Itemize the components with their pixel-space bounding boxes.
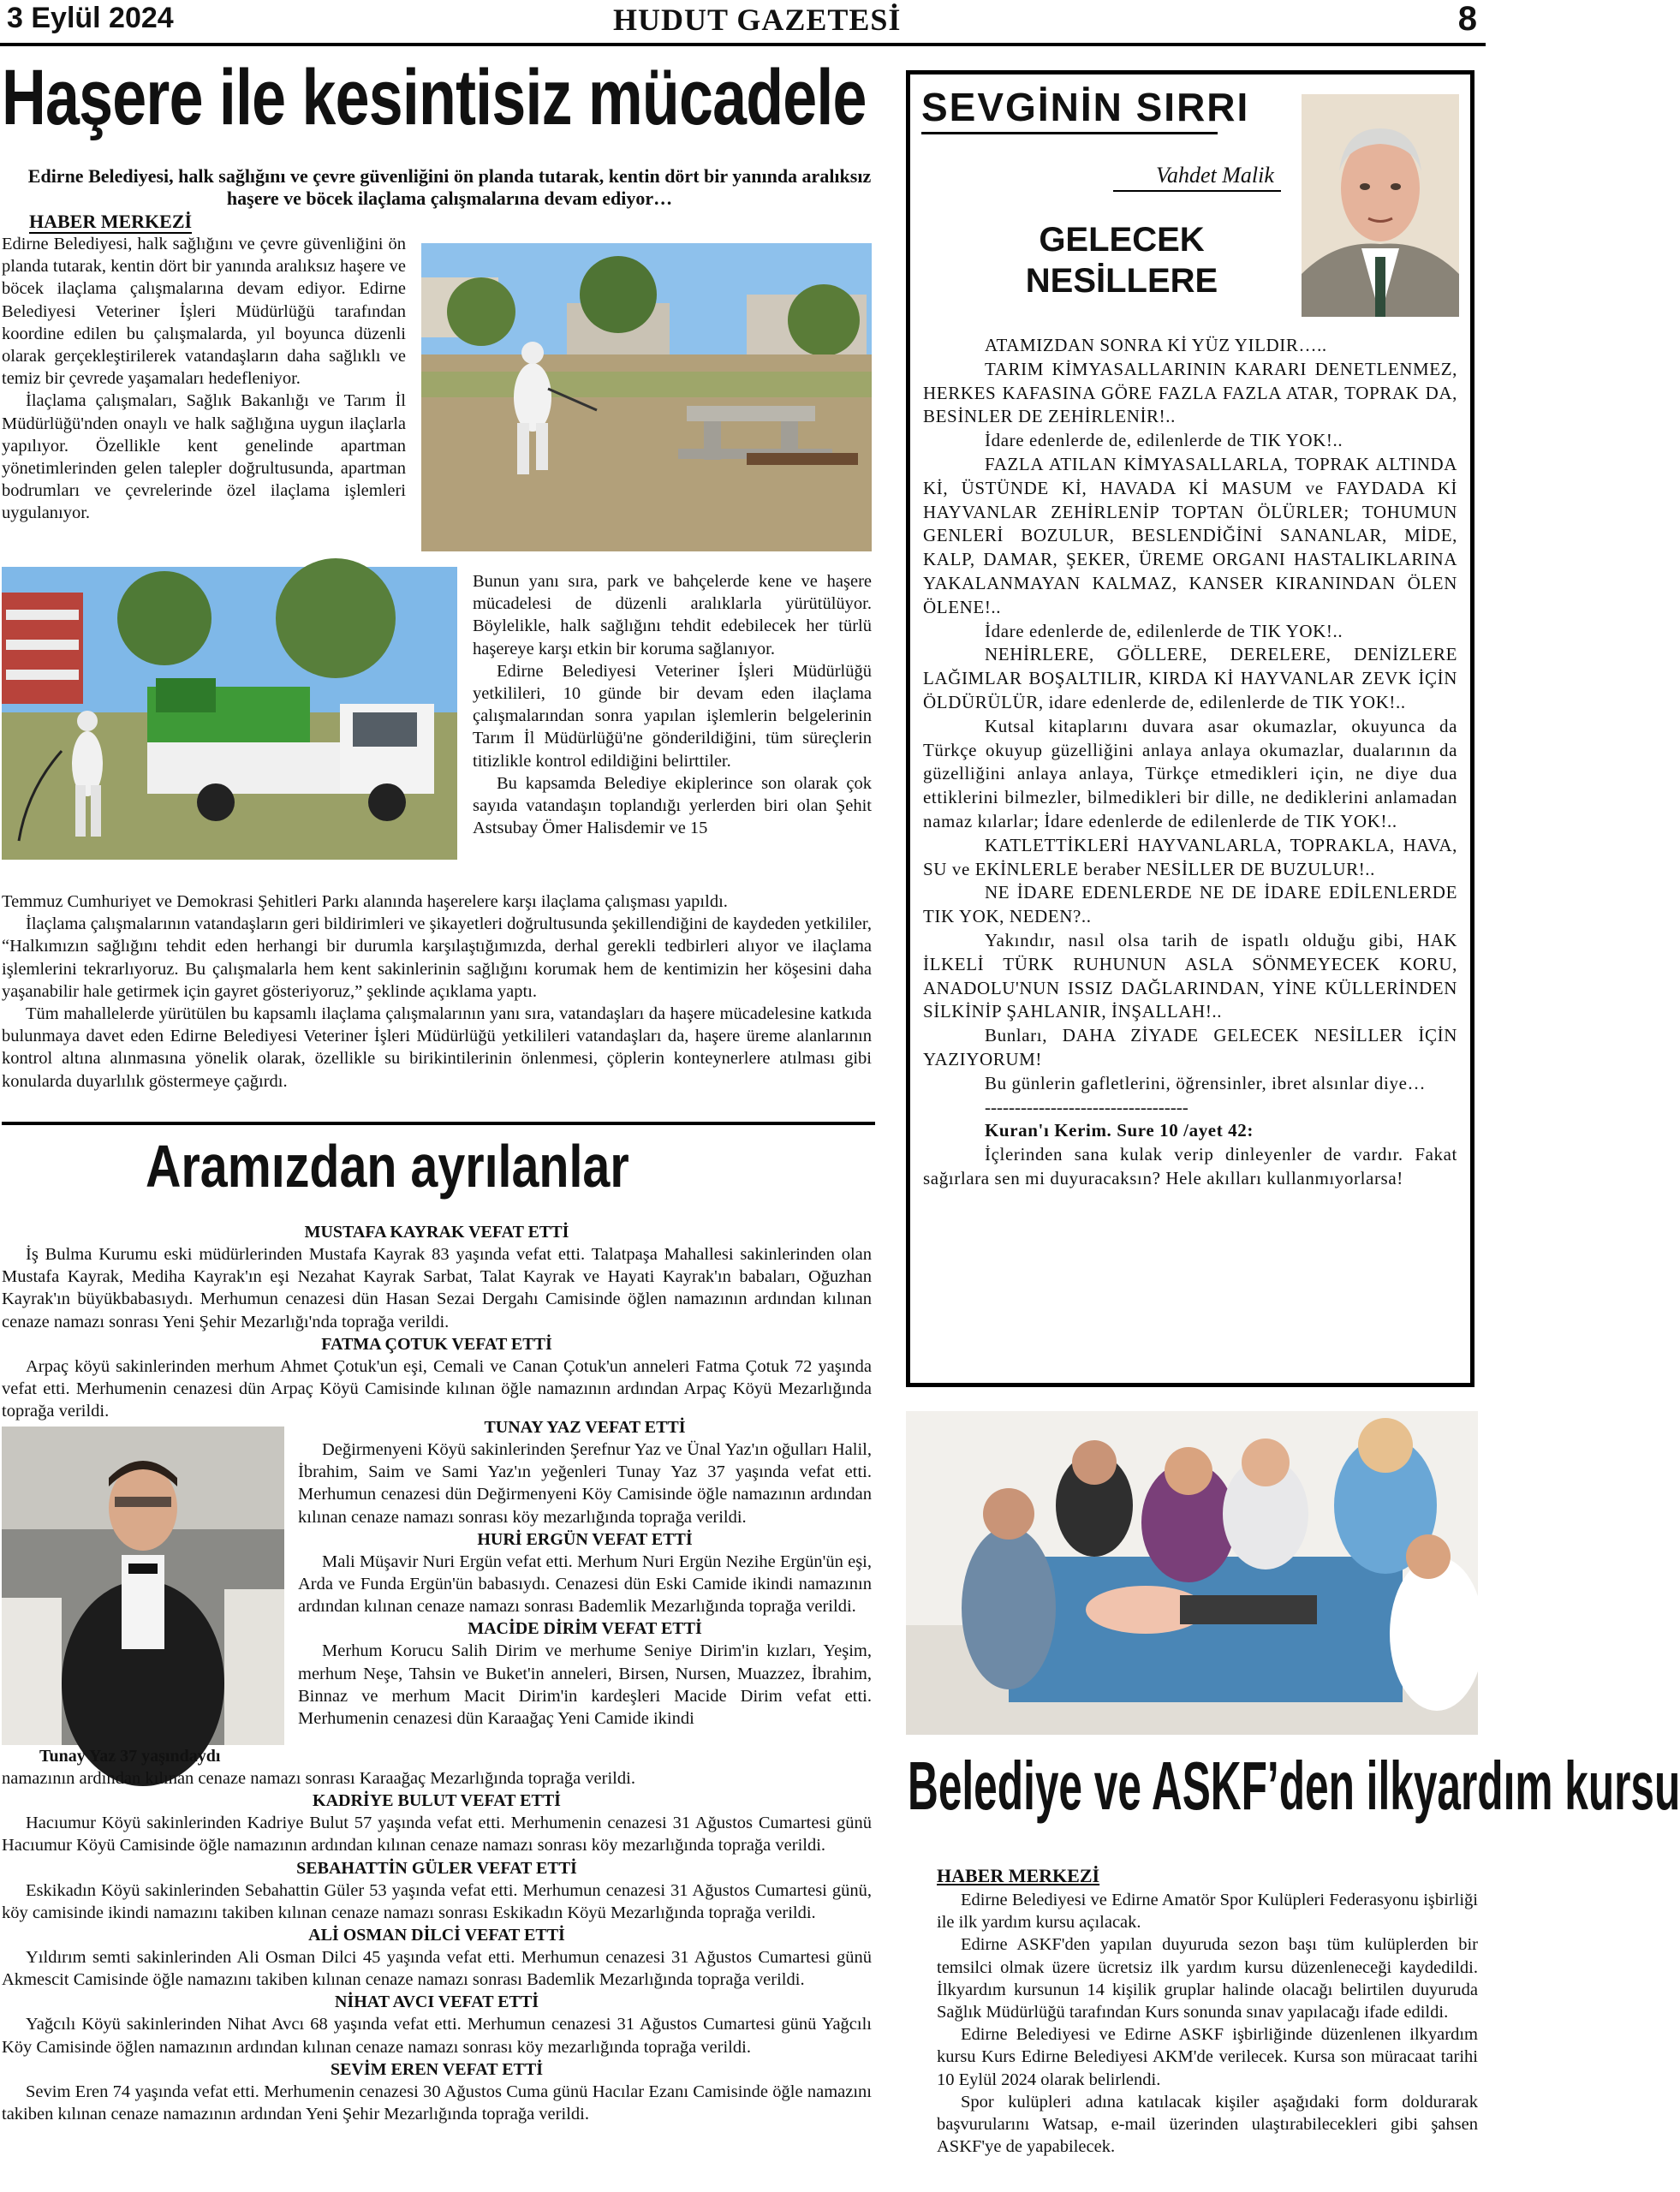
photo-caption: Tunay Yaz 37 yaşındaydı bbox=[39, 1747, 221, 1766]
obituary-title: HURİ ERGÜN VEFAT ETTİ bbox=[477, 1529, 693, 1549]
obituary-text: Arpaç köyü sakinlerinden merhum Ahmet Çotuk'un eşi, Cemali ve Canan Çotuk'un anneleri Fatma Çotuk 72 yaşında vefat etti. Merhumenin cenazesi dün Arpaç Köyü Camisinde kılınan öğle namazının ardından Arpaç Köyü Mezarlığında toprağa verildi. bbox=[2, 1356, 872, 1421]
column-paragraph: İdare edenlerde de, edilenlerde de TIK YOK!.. bbox=[985, 620, 1343, 641]
obituary-title: TUNAY YAZ VEFAT ETTİ bbox=[484, 1418, 686, 1437]
column-paragraph: Bu günlerin gafletlerini, öğrensinler, ibret alsınlar diye… bbox=[985, 1072, 1427, 1093]
main-paragraph-7: Tüm mahallelerde yürütülen bu kapsamlı ilaçlama çalışmalarının yanı sıra, vatandaşları da haşere mücadelesine katkıda bulunmaya davet eden Edirne Belediyesi Veteriner İşleri Müdürlüğü yetkilileri vatandaşları da, haşere üreme alanlarının kontrol altına alınmasına yönelik olarak, özellikle su birikintilerinin önlenmesi, çöplerin konteynerlere atılması gibi konularda duyarlılık göstermeye çağırdı. bbox=[2, 1004, 872, 1091]
column-subtitle-line-1: GELECEK bbox=[1039, 221, 1205, 259]
obituary-title: MUSTAFA KAYRAK VEFAT ETTİ bbox=[304, 1223, 569, 1242]
obituary-text: Merhum Korucu Salih Dirim ve merhume Seniye Dirim'in kızları, Yeşim, merhum Neşe, Tahsin ve Buket'in anneleri, Birsen, Nursen, Muazzez, İbrahim, Binnaz ve merhum Macit Dirim'in kardeşleri Macide Dirim vefat etti. Merhumenin cenazesi dün Karaağaç Yeni Camide ikindi bbox=[298, 1641, 872, 1729]
obituary-text: Eskikadın Köyü sakinlerinden Sebahattin Güler 53 yaşında vefat etti. Merhumun cenazesi 31 Ağustos Cumartesi günü, köy camisinde ikindi namazını takiben kılınan cenaze namazı sonrası Eskikadın Köyü Mezarlığında toprağa verildi. bbox=[2, 1880, 872, 1922]
column-subtitle-line-2: NESİLLERE bbox=[1025, 262, 1218, 300]
main-headline: Haşere ile kesintisiz mücadele bbox=[2, 54, 867, 141]
issue-date: 3 Eylül 2024 bbox=[7, 2, 174, 34]
obituary-text: Sevim Eren 74 yaşında vefat etti. Merhumenin cenazesi 30 Ağustos Cuma günü Hacılar Ezanı Camisinde öğle namazını takiben kılınan cenaze namazının ardından Yeni Şehir Mezarlığında toprağa verildi. bbox=[2, 2082, 872, 2124]
first-aid-byline: HABER MERKEZİ bbox=[937, 1865, 1100, 1886]
obituary-text: namazının ardından kılınan cenaze namazı sonrası Karaağaç Mezarlığında toprağa verildi. bbox=[2, 1769, 635, 1788]
obituary-text: Yıldırım semti sakinlerinden Ali Osman Dilci 45 yaşında vefat etti. Merhumun cenazesi 31 Ağustos Cumartesi günü Akmescit Camisinde öğle namazını takiben kılınan cenaze namazı sonrası Bademlik Mezarlığında toprağa verildi. bbox=[2, 1948, 872, 1990]
first-aid-paragraph-4: Spor kulüpleri adına katılacak kişiler aşağıdaki form doldurarak başvurularını Watsap, e-mail üzerinden ulaştırabilecekleri gibi şahsen ASKF'ye de yapabilecek. bbox=[937, 2092, 1478, 2157]
obituary-title: ALİ OSMAN DİLCİ VEFAT ETTİ bbox=[308, 1926, 565, 1945]
spraying-park-photo bbox=[421, 243, 872, 551]
main-paragraph-6: İlaçlama çalışmalarının vatandaşların geri bildirimleri ve şikayetleri doğrultusunda şekillendiğini de kaydeden yetkililer, “Halkımızın sağlığını tehdit eden herhangi bir durumla karşılaştığımızda, derhal gerekli tedbirleri alıyor ve ilaçlama işlemlerini tekrarlıyoruz. Bu çalışmalarla hem kent sakinlerinin sağlığını korumak hem de kentimizin her köşesini daha yaşanabilir hale getirmek için gayret gösteriyoruz,” şeklinde açıklama yaptı. bbox=[2, 914, 872, 1001]
obituary-text: İş Bulma Kurumu eski müdürlerinden Mustafa Kayrak 83 yaşında vefat etti. Talatpaşa Mahallesi sakinlerinden olan Mustafa Kayrak, Mediha Kayrak'ın eşi Nezahat Kayrak Sarbat, Talat Kayrak ve Hayati Kayrak'ın babaları, Oğuzhan Kayrak'ın büyükbabasıydı. Merhumun cenazesi dün Hasan Sezai Dergahı Camisinde öğlen namazının ardından kılınan cenaze namazı sonrası Yeni Şehir Mezarlığı'nda toprağa verildi. bbox=[2, 1245, 872, 1331]
obituaries-right bbox=[298, 1416, 872, 1730]
main-col-1 bbox=[2, 233, 406, 525]
first-aid-headline: Belediye ve ASKF’den ilkyardım kursu bbox=[908, 1748, 1680, 1824]
masthead-rule bbox=[0, 43, 1486, 46]
obituary-title: FATMA ÇOTUK VEFAT ETTİ bbox=[321, 1334, 552, 1354]
column-paragraph: NE İDARE EDENLERDE NE DE İDARE EDİLENLERDE TIK YOK, NEDEN?.. bbox=[923, 882, 1457, 927]
main-paragraph-4: Edirne Belediyesi Veteriner İşleri Müdürlüğü yetkilileri, 10 günde bir devam eden ilaçlama çalışmalarından sonra yapılan işlemlerin belgelerinin Tarım İl Müdürlüğü'ne gönderildiğini, tüm süreçlerin titizlikle kontrol edildiğini belirttiler. bbox=[473, 661, 872, 771]
tunay-yaz-photo bbox=[2, 1427, 284, 1745]
obituary-title: SEVİM EREN VEFAT ETTİ bbox=[330, 2059, 544, 2079]
verse-title: Kuran'ı Kerim. Sure 10 /ayet 42: bbox=[985, 1120, 1254, 1141]
column-separator: ---------------------------------- bbox=[985, 1096, 1189, 1117]
column-author: Vahdet Malik bbox=[1156, 163, 1274, 188]
main-full-width bbox=[2, 890, 872, 1093]
main-paragraph-5b: Temmuz Cumhuriyet ve Demokrasi Şehitleri Parkı alanında haşerelere karşı ilaçlama çalışması yapıldı. bbox=[2, 892, 728, 911]
main-byline: HABER MERKEZİ bbox=[29, 211, 193, 232]
author-portrait bbox=[1302, 94, 1459, 317]
obituary-text: Yağcılı Köyü sakinlerinden Nihat Avcı 68 yaşında vefat etti. Merhumun cenazesi 31 Ağustos Cumartesi günü Yağcılı Köy Camisinde öğlen namazının ardından kılınan cenaze namazı sonrası köy mezarlığında toprağa verildi. bbox=[2, 2015, 872, 2057]
column-paragraph: ATAMIZDAN SONRA Kİ YÜZ YILDIR….. bbox=[985, 335, 1327, 355]
main-paragraph-5a: Bu kapsamda Belediye ekiplerince son olarak çok sayıda vatandaşın toplandığı yerlerden biri olan Şehit Astsubay Ömer Halisdemir ve 15 bbox=[473, 773, 872, 838]
first-aid-body bbox=[937, 1889, 1478, 2158]
main-paragraph-3: Bunun yanı sıra, park ve bahçelerde kene ve haşere mücadelesi de düzenli aralıklarla yürütülüyor. Böylelikle, halk sağlığını tehdit edebilecek her türlü haşereye karşı etkin bir koruma sağlanıyor. bbox=[473, 572, 872, 658]
main-paragraph-1: Edirne Belediyesi, halk sağlığını ve çevre güvenliğini ön planda tutarak, kentin dört bir yanında aralıksız haşere ve böcek ilaçlama çalışmalarına devam ediyor. Edirne Belediyesi Veteriner İşleri Müdürlüğü tarafından koordine edilen bu çalışmalarda, yıl boyunca düzenli olarak gerçekleştirilerek vatandaşların daha sağlıklı ve temiz bir çevrede yaşamaları hedefleniyor. bbox=[2, 235, 406, 389]
first-aid-photo bbox=[906, 1411, 1478, 1735]
obituary-text: Hacıumur Köyü sakinlerinden Kadriye Bulut 57 yaşında vefat etti. Merhumenin cenazesi 31 Ağustos Cumartesi günü Hacıumur Köyü Camisinde öğle namazının ardından kılınan cenaze namazı sonrası köy mezarlığında toprağa verildi. bbox=[2, 1814, 872, 1855]
obituary-title: MACİDE DİRİM VEFAT ETTİ bbox=[468, 1619, 702, 1639]
first-aid-paragraph-2: Edirne ASKF'den yapılan duyuruda sezon başı tüm kulüplerden bir temsilci olmak üzere ücretsiz ilk yardım kursu düzenleneceği kaydedildi. İlkyardım kursunun 14 kişilik gruplar halinde olacağı belirtilen duyuruda Sağlık Müdürlüğü tarafından Kurs sonunda sınav yapılacağı ifade edildi. bbox=[937, 1935, 1478, 2022]
column-author-rule bbox=[1113, 190, 1281, 192]
main-paragraph-2: İlaçlama çalışmaları, Sağlık Bakanlığı ve Tarım İl Müdürlüğü'nden onaylı ve halk sağlığına uygun ilaçlarla yapılıyor. Özellikle kent genelinde apartman yönetimlerinden gelen talepler doğrultusunda, apartman bodrumları ve çevrelerinde özel ilaçlama işlemleri uygulanıyor. bbox=[2, 391, 406, 523]
obituaries-bottom bbox=[2, 1767, 872, 2125]
obituary-text: Değirmenyeni Köyü sakinlerinden Şerefnur Yaz ve Ünal Yaz'ın oğulları Halil, İbrahim, Saim ve Sami Yaz'ın yeğenleri Tunay Yaz 37 yaşında vefat etti. Merhumun cenazesi dün Değirmenyeni Köy Camisinde öğle namazının ardından kılınan cenaze namazı sonrası köy mezarlığında toprağa verildi. bbox=[298, 1440, 872, 1527]
column-paragraph: İdare edenlerde de, edilenlerde de TIK YOK!.. bbox=[985, 430, 1343, 451]
obituaries-headline: Aramızdan ayrılanlar bbox=[146, 1133, 629, 1200]
verse-text: İçlerinden sana kulak verip dinleyenler de vardır. Fakat sağırlara sen mi duyuracaksın? Hele akılları kullanmıyorlarsa! bbox=[923, 1144, 1457, 1188]
obituary-title: KADRİYE BULUT VEFAT ETTİ bbox=[313, 1791, 561, 1811]
spraying-truck-photo bbox=[2, 567, 457, 860]
column-title: SEVGİNİN SIRRI bbox=[921, 85, 1250, 129]
obituary-title: SEBAHATTİN GÜLER VEFAT ETTİ bbox=[296, 1858, 577, 1878]
column-body bbox=[923, 334, 1457, 1191]
main-lead: Edirne Belediyesi, halk sağlığını ve çevre güvenliğini ön planda tutarak, kentin dört bir yanında aralıksız haşere ve böcek ilaçlama çalışmalarına devam ediyor… bbox=[27, 165, 872, 209]
column-paragraph: Yakındır, nasıl olsa tarih de ispatlı olduğu gibi, HAK İLKELİ TÜRK RUHUNUN ASLA SÖNMEYECEK KORU, ANADOLU'NUN ISSIZ DAĞLARINDAN, YİNE KÜLLERİNDEN SİLKİNİP ŞAHLANIR, İNŞALLAH!.. bbox=[923, 929, 1457, 1022]
column-subtitle bbox=[959, 219, 1284, 301]
column-paragraph: Kutsal kitaplarını duvara asar okumazlar, okuyunca da Türkçe okuyup güzelliğini anlaya anlaya okumazlar, dualarının da güzelliğini anlaya anlaya, Türkçe etmedikleri için, ne diye dua ettiklerini bilmezler, bilmedikleri bir dille, ne dediklerini anlamadan namaz kılarlar; İdare edenlerde de edilenlerde de TIK YOK!.. bbox=[923, 715, 1457, 831]
page-number: 8 bbox=[1457, 0, 1477, 38]
newspaper-name: HUDUT GAZETESİ bbox=[613, 3, 902, 37]
first-aid-paragraph-3: Edirne Belediyesi ve Edirne ASKF işbirliğinde düzenlenen ilkyardım kursu Kurs Edirne Belediyesi AKM'de verilecek. Kursa son müracaat tarihi 10 Eylül 2024 olarak belirlendi. bbox=[937, 2025, 1478, 2089]
first-aid-paragraph-1: Edirne Belediyesi ve Edirne Amatör Spor Kulüpleri Federasyonu işbirliği ile ilk yardım kursu açılacak. bbox=[937, 1891, 1478, 1933]
obituary-title: NİHAT AVCI VEFAT ETTİ bbox=[334, 1992, 539, 2012]
column-title-rule bbox=[921, 132, 1218, 134]
column-paragraph: TARIM KİMYASALLARININ KARARI DENETLENMEZ, HERKES KAFASINA GÖRE FAZLA FAZLA ATAR, TOPRAK DA, BESİNLER DE ZEHİRLENİR!.. bbox=[923, 358, 1457, 427]
column-paragraph: Bunları, DAHA ZİYADE GELECEK NESİLLER İÇİN YAZIYORUM! bbox=[923, 1025, 1457, 1069]
obituary-text: Mali Müşavir Nuri Ergün vefat etti. Merhum Nuri Ergün Nezihe Ergün'ün eşi, Arda ve Funda Ergün'ün babasıydı. Cenazesi dün Eski Camide ikindi namazının ardından kılınan cenaze namazı sonrası Bademlik Mezarlığında toprağa verildi. bbox=[298, 1552, 872, 1617]
obituaries-top bbox=[2, 1221, 872, 1422]
main-col-2 bbox=[473, 570, 872, 839]
column-paragraph: FAZLA ATILAN KİMYASALLARLA, TOPRAK ALTINDA Kİ, ÜSTÜNDE Kİ, HAVADA Kİ MASUM ve FAYDADA Kİ HAYVANLAR ZEHİRLENİP TOPTAN ÖLÜRLER; TOHUMUN GENLERİ BOZULUR, BESLENDİĞİNİ SANANLAR, MİDE, KALP, DAMAR, ŞEKER, ÜREME ORGANI HASTALIKLARINA YAKALANMAYAN KALMAZ, KANSER KIRANINDAN ÖLEN ÖLENE!.. bbox=[923, 453, 1457, 617]
section-rule bbox=[2, 1122, 875, 1125]
column-paragraph: KATLETTİKLERİ HAYVANLARLA, TOPRAKLA, HAVA, SU ve EKİNLERLE beraber NESİLLER DE BUZULUR!.. bbox=[923, 834, 1457, 879]
column-paragraph: NEHİRLERE, GÖLLERE, DERELERE, DENİZLERE LAĞIMLAR BOŞALTILIR, KIRDA Kİ HAYVANLAR ZEVK İÇİN ÖLDÜRÜLÜR, idare edenlerde de, edilenlerde de TIK YOK!.. bbox=[923, 644, 1457, 712]
